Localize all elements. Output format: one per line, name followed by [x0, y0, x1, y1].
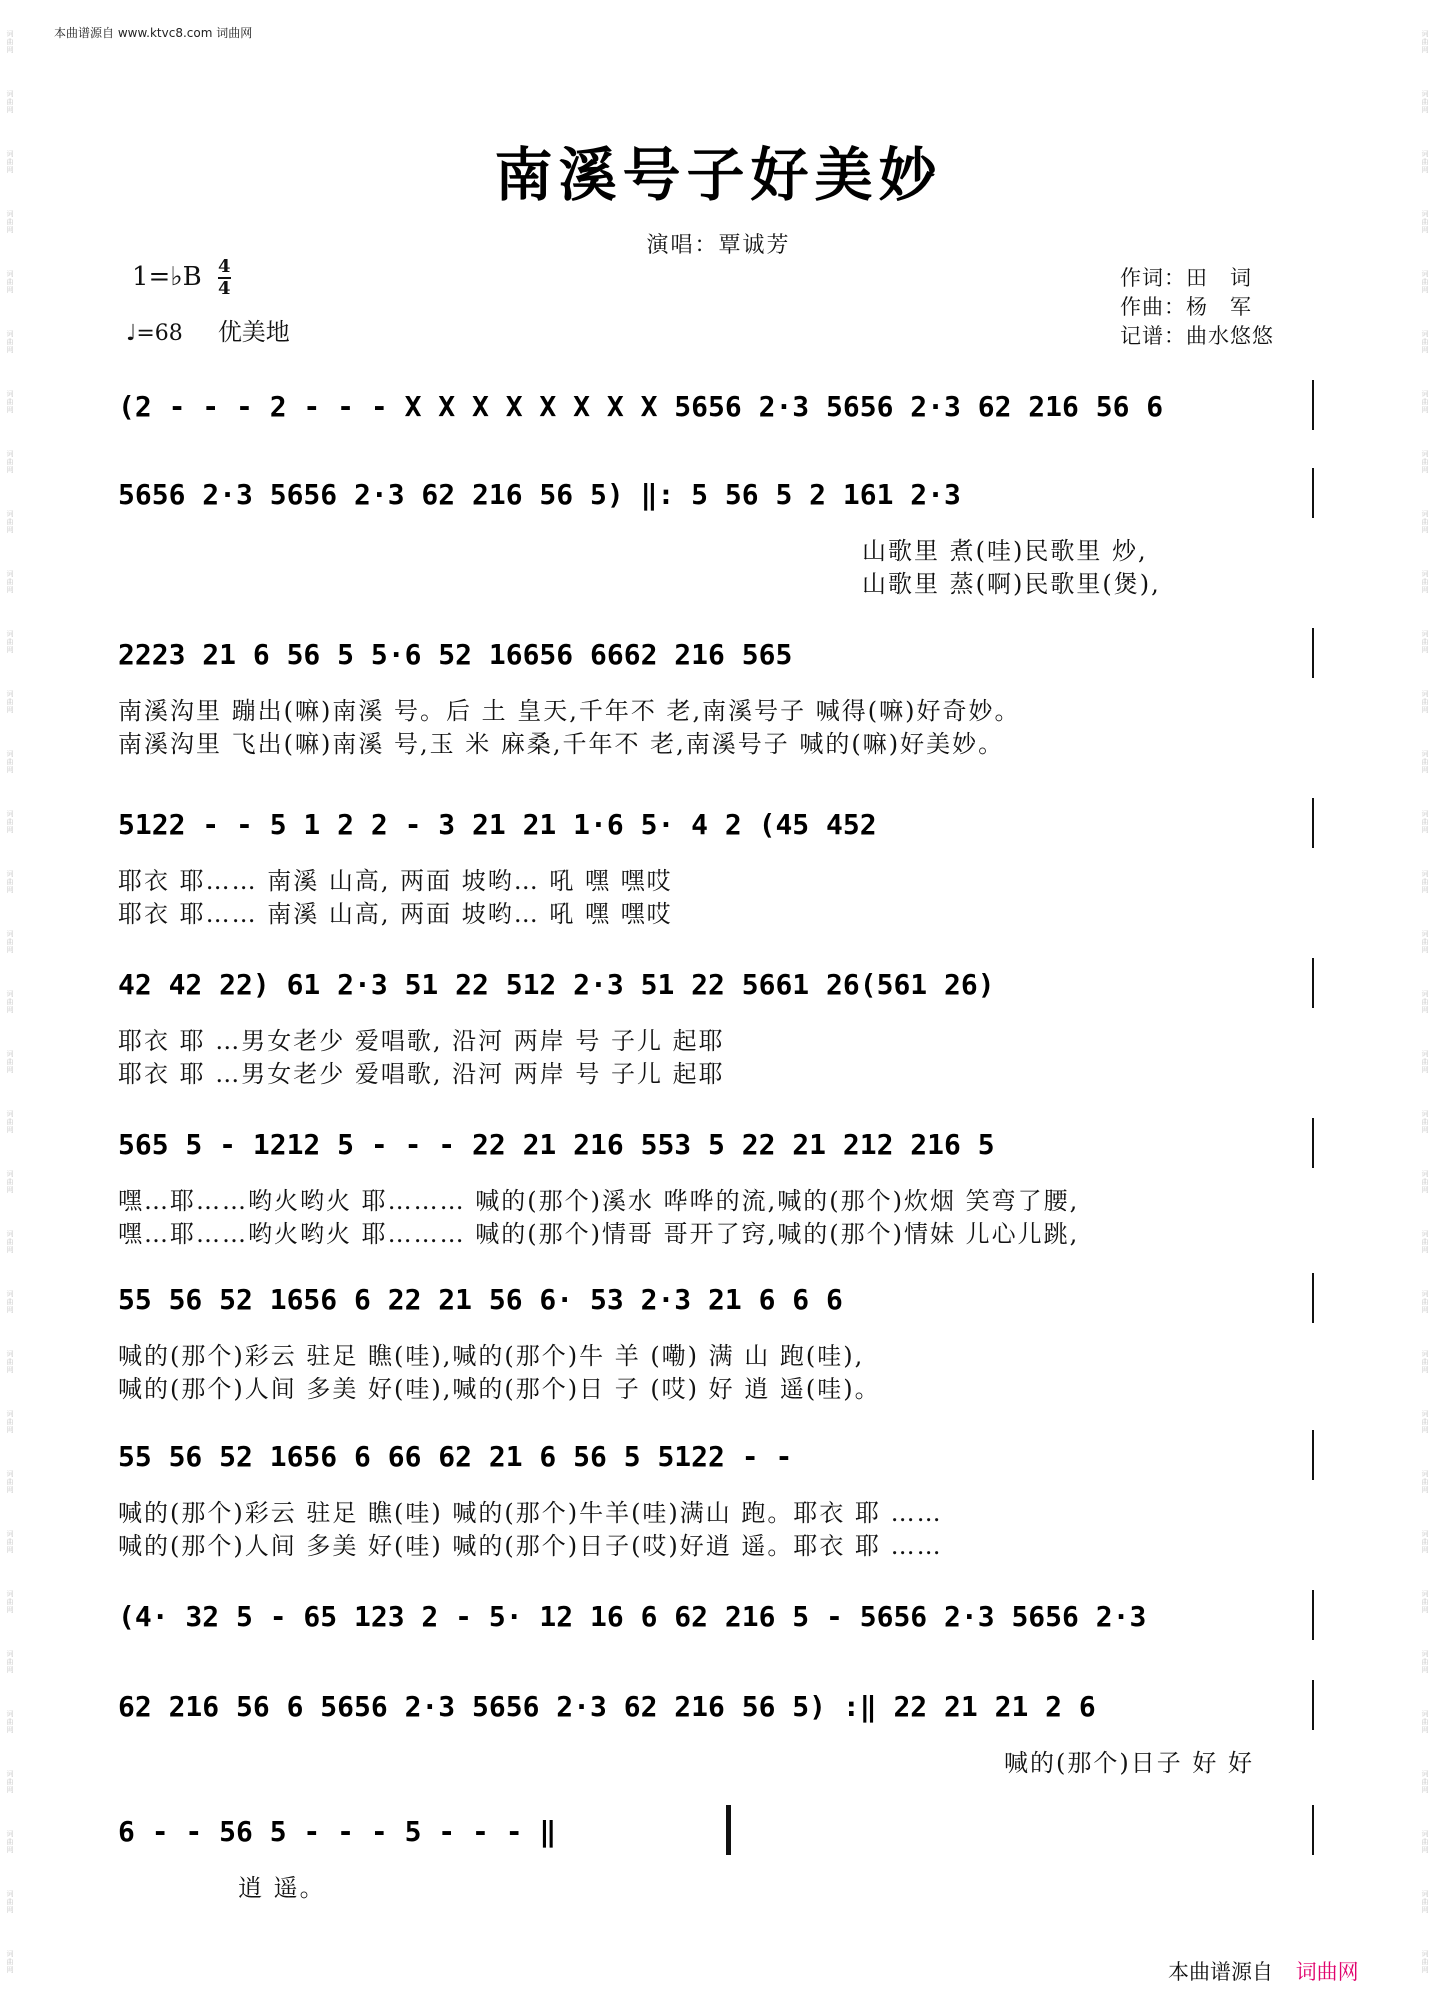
watermark-text: 词 曲 网 [1421, 810, 1429, 834]
barline [1312, 1430, 1314, 1480]
lyric-line: 喊的(那个)日子 好 好 [1004, 1749, 1254, 1777]
lyric-line: 山歌里 煮(哇)民歌里 炒, [862, 537, 1148, 565]
watermark-text: 词 曲 网 [6, 1350, 14, 1374]
watermark-text: 词 曲 网 [6, 30, 14, 54]
key-signature-block [132, 258, 231, 298]
lyric-line: 喊的(那个)人间 多美 好(哇),喊的(那个)日 子 (哎) 好 逍 遥(哇)。 [118, 1375, 881, 1403]
watermark-text: 词 曲 网 [6, 1470, 14, 1494]
watermark-text: 词 曲 网 [1421, 1590, 1429, 1614]
watermark-text: 词 曲 网 [6, 90, 14, 114]
lyric-line: 嘿…耶……哟火哟火 耶……… 喊的(那个)情哥 哥开了窍,喊的(那个)情妹 儿心儿跳, [118, 1220, 1080, 1248]
watermark-text: 词 曲 网 [1421, 1290, 1429, 1314]
header-source: 本曲谱源自 www.ktvc8.com 词曲网 [54, 26, 253, 40]
watermark-text: 词 曲 网 [1421, 1950, 1429, 1974]
watermark-text: 词 曲 网 [1421, 210, 1429, 234]
watermark-text: 词 曲 网 [1421, 630, 1429, 654]
watermark-text: 词 曲 网 [6, 1530, 14, 1554]
watermark-text: 词 曲 网 [6, 750, 14, 774]
lyric-line: 耶衣 耶 …男女老少 爱唱歌, 沿河 两岸 号 子儿 起耶 [118, 1060, 725, 1088]
watermark-text: 词 曲 网 [6, 810, 14, 834]
watermark-text: 词 曲 网 [6, 870, 14, 894]
barline [1312, 1590, 1314, 1640]
watermark-text: 词 曲 网 [6, 690, 14, 714]
watermark-text: 词 曲 网 [6, 1650, 14, 1674]
watermark-text: 词 曲 网 [6, 330, 14, 354]
lyric-line: 南溪沟里 飞出(嘛)南溪 号,玉 米 麻桑,千年不 老,南溪号子 喊的(嘛)好美妙。 [118, 730, 1005, 758]
watermark-text: 词 曲 网 [1421, 1470, 1429, 1494]
watermark-text: 词 曲 网 [1421, 690, 1429, 714]
tempo-block [126, 312, 290, 347]
notation-line: 6 - - 56 5 - - - 5 - - - ‖ [118, 1815, 557, 1848]
watermark-text: 词 曲 网 [6, 1710, 14, 1734]
watermark-text: 词 曲 网 [1421, 1350, 1429, 1374]
watermark-text: 词 曲 网 [1421, 1890, 1429, 1914]
barline [1312, 1273, 1314, 1323]
watermark-text: 词 曲 网 [6, 1830, 14, 1854]
watermark-text: 词 曲 网 [6, 1230, 14, 1254]
lyric-line: 耶衣 耶…… 南溪 山高, 两面 坡哟… 吼 嘿 嘿哎 [118, 867, 673, 895]
watermark-text: 词 曲 网 [6, 270, 14, 294]
watermark-text: 词 曲 网 [6, 570, 14, 594]
time-signature-bottom: 4 [217, 278, 231, 299]
watermark-text: 词 曲 网 [6, 1110, 14, 1134]
watermark-text: 词 曲 网 [6, 150, 14, 174]
watermark-text: 词 曲 网 [1421, 1410, 1429, 1434]
watermark-text: 词 曲 网 [6, 450, 14, 474]
watermark-text: 词 曲 网 [1421, 1830, 1429, 1854]
watermark-text: 词 曲 网 [6, 210, 14, 234]
notation-line: 42 42 22) 61 2·3 51 22 512 2·3 51 22 5661 26(561 26) [118, 968, 995, 1001]
notation-line: 55 56 52 1656 6 66 62 21 6 56 5 5122 - - [118, 1440, 793, 1473]
watermark-text: 词 曲 网 [1421, 990, 1429, 1014]
watermark-text: 词 曲 网 [6, 1770, 14, 1794]
tempo-marking: ♩=68 [126, 321, 183, 346]
notation-line: (4· 32 5 - 65 123 2 - 5· 12 16 6 62 216 5 - 5656 2·3 5656 2·3 [118, 1600, 1147, 1633]
transcriber-credit: 记谱：曲水悠悠 [1120, 324, 1274, 348]
watermark-text: 词 曲 网 [1421, 1050, 1429, 1074]
notation-line: 5656 2·3 5656 2·3 62 216 56 5) ‖: 5 56 5 2 161 2·3 [118, 478, 961, 511]
notation-line: 565 5 - 1212 5 - - - 22 21 216 553 5 22 21 212 216 5 [118, 1128, 995, 1161]
watermark-text: 词 曲 网 [1421, 870, 1429, 894]
watermark-text: 词 曲 网 [1421, 270, 1429, 294]
barline [1312, 380, 1314, 430]
notation-line: 55 56 52 1656 6 22 21 56 6· 53 2·3 21 6 6 6 [118, 1283, 843, 1316]
watermark-text: 词 曲 网 [1421, 1170, 1429, 1194]
watermark-text: 词 曲 网 [1421, 1770, 1429, 1794]
watermark-text: 词 曲 网 [6, 1050, 14, 1074]
watermark-text: 词 曲 网 [1421, 30, 1429, 54]
lyric-line: 喊的(那个)彩云 驻足 瞧(哇),喊的(那个)牛 羊 (嘞) 满 山 跑(哇), [118, 1342, 865, 1370]
key-signature: 1=♭B [132, 262, 202, 292]
watermark-text: 词 曲 网 [6, 510, 14, 534]
composer-credit: 作曲：杨 军 [1120, 295, 1252, 319]
watermark-text: 词 曲 网 [6, 1590, 14, 1614]
notation-line: (2 - - - 2 - - - X X X X X X X X 5656 2·3 5656 2·3 62 216 56 6 [118, 390, 1164, 423]
watermark-text: 词 曲 网 [6, 1170, 14, 1194]
watermark-text: 词 曲 网 [1421, 450, 1429, 474]
lyric-line: 逍 遥。 [238, 1874, 326, 1902]
credits-block [1120, 264, 1274, 351]
lyric-line: 耶衣 耶…… 南溪 山高, 两面 坡哟… 吼 嘿 嘿哎 [118, 900, 673, 928]
watermark-text: 词 曲 网 [1421, 1530, 1429, 1554]
barline [1312, 1805, 1314, 1855]
watermark-strip-left [4, 0, 18, 2013]
watermark-text: 词 曲 网 [6, 990, 14, 1014]
watermark-text: 词 曲 网 [6, 1950, 14, 1974]
watermark-text: 词 曲 网 [6, 1410, 14, 1434]
watermark-text: 词 曲 网 [1421, 1710, 1429, 1734]
watermark-text: 词 曲 网 [1421, 90, 1429, 114]
final-barline [726, 1805, 731, 1855]
watermark-text: 词 曲 网 [6, 1890, 14, 1914]
watermark-text: 词 曲 网 [1421, 390, 1429, 414]
mood-marking: 优美地 [217, 318, 290, 346]
lyric-line: 耶衣 耶 …男女老少 爱唱歌, 沿河 两岸 号 子儿 起耶 [118, 1027, 725, 1055]
barline [1312, 468, 1314, 518]
singer-credit: 演唱：覃诚芳 [646, 233, 791, 258]
watermark-text: 词 曲 网 [1421, 1650, 1429, 1674]
notation-line: 2223 21 6 56 5 5·6 52 16656 6662 216 565 [118, 638, 793, 671]
lyric-line: 南溪沟里 蹦出(嘛)南溪 号。后 土 皇天,千年不 老,南溪号子 喊得(嘛)好奇妙。 [118, 697, 1021, 725]
watermark-strip-right [1419, 0, 1433, 2013]
watermark-text: 词 曲 网 [1421, 150, 1429, 174]
watermark-text: 词 曲 网 [6, 390, 14, 414]
barline [1312, 1680, 1314, 1730]
watermark-text: 词 曲 网 [1421, 1230, 1429, 1254]
watermark-text: 词 曲 网 [6, 630, 14, 654]
notation-line: 62 216 56 6 5656 2·3 5656 2·3 62 216 56 5) :‖ 22 21 21 2 6 [118, 1690, 1096, 1723]
watermark-text: 词 曲 网 [6, 930, 14, 954]
footer-site-name: 词曲网 [1295, 1960, 1359, 1984]
watermark-text: 词 曲 网 [1421, 570, 1429, 594]
barline [1312, 1118, 1314, 1168]
footer-source-label: 本曲谱源自 [1168, 1960, 1273, 1984]
lyric-line: 嘿…耶……哟火哟火 耶……… 喊的(那个)溪水 哗哗的流,喊的(那个)炊烟 笑弯了腰, [118, 1187, 1080, 1215]
watermark-text: 词 曲 网 [1421, 750, 1429, 774]
lyric-line: 喊的(那个)人间 多美 好(哇) 喊的(那个)日子(哎)好逍 遥。耶衣 耶 …… [118, 1532, 943, 1560]
lyricist-credit: 作词：田 词 [1120, 266, 1252, 290]
song-title: 南溪号子好美妙 [494, 141, 943, 209]
barline [1312, 798, 1314, 848]
watermark-text: 词 曲 网 [6, 1290, 14, 1314]
barline [1312, 628, 1314, 678]
watermark-text: 词 曲 网 [1421, 330, 1429, 354]
watermark-text: 词 曲 网 [1421, 1110, 1429, 1134]
watermark-text: 词 曲 网 [1421, 510, 1429, 534]
notation-line: 5122 - - 5 1 2 2 - 3 21 21 1·6 5· 4 2 (45 452 [118, 808, 877, 841]
watermark-text: 词 曲 网 [1421, 930, 1429, 954]
time-signature [218, 258, 231, 298]
time-signature-top: 4 [217, 256, 231, 277]
lyric-line: 山歌里 蒸(啊)民歌里(煲), [862, 570, 1161, 598]
lyric-line: 喊的(那个)彩云 驻足 瞧(哇) 喊的(那个)牛羊(哇)满山 跑。耶衣 耶 …… [118, 1499, 943, 1527]
footer-source [1168, 1956, 1359, 1986]
barline [1312, 958, 1314, 1008]
